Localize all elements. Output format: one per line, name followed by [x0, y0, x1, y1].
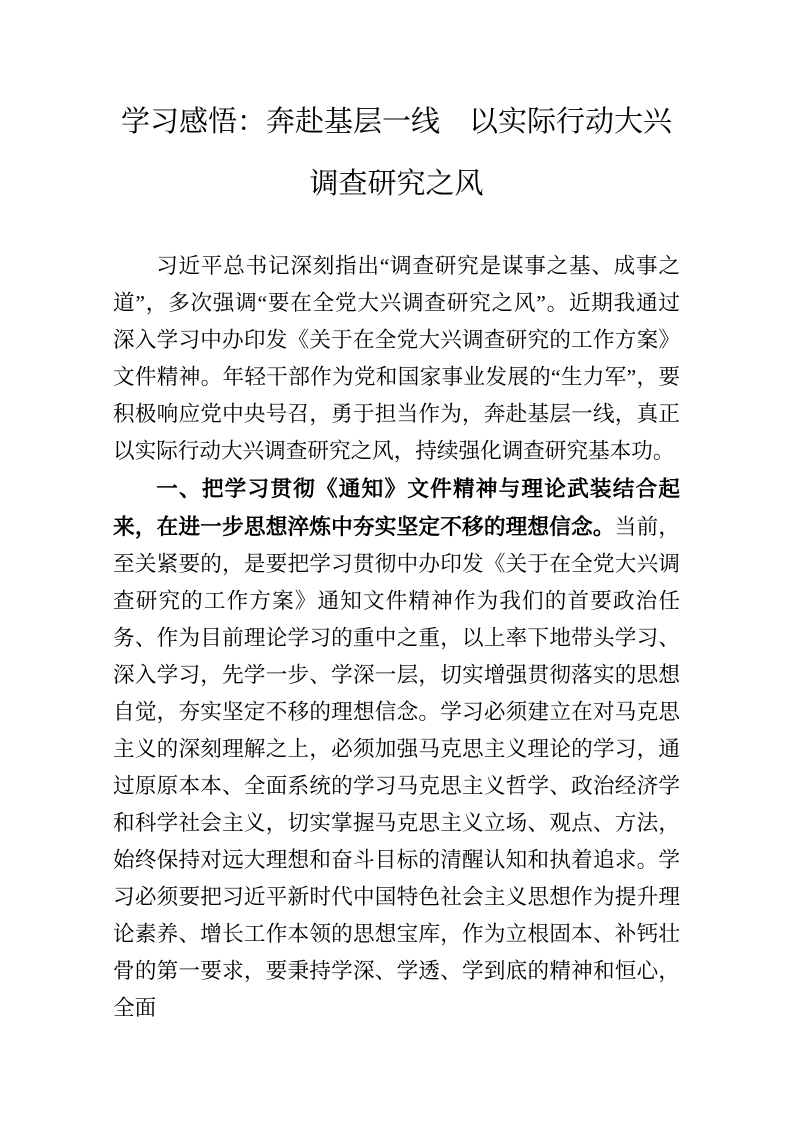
paragraph-section-1	[113, 470, 680, 1027]
section-1-heading: 一、把学习贯彻《通知》文件精神与理论武装结合起来，在进一步思想淬炼中夯实坚定不移的理想信念。	[113, 476, 680, 539]
document-title: 学习感悟：奔赴基层一线 以实际行动大兴调查研究之风	[120, 106, 672, 200]
section-1-body-text: 当前，至关紧要的，是要把学习贯彻中办印发《关于在全党大兴调查研究的工作方案》通知文件精神作为我们的首要政治任务、作为目前理论学习的重中之重，以上率下地带头学习、深入学习，先学一步、学深一层，切实增强贯彻落实的思想自觉，夯实坚定不移的理想信念。学习必须建立在对马克思主义的深刻理解之上，必须加强马克思主义理论的学习，通过原原本本、全面系统的学习马克思主义哲学、政治经济学和科学社会主义，切实掌握马克思主义立场、观点、方法，始终保持对远大理想和奋斗目标的清醒认知和执着追求。学习必须要把习近平新时代中国特色社会主义思想作为提升理论素养、增长工作本领的思想宝库，作为立根固本、补钙壮骨的第一要求，要秉持学深、学透、学到底的精神和恒心，全面	[113, 515, 680, 1020]
paragraph-intro: 习近平总书记深刻指出“调查研究是谋事之基、成事之道”，多次强调“要在全党大兴调查研究之风”。近期我通过深入学习中办印发《关于在全党大兴调查研究的工作方案》文件精神。年轻干部作为党和国家事业发展的“生力军”，要积极响应党中央号召，勇于担当作为，奔赴基层一线，真正以实际行动大兴调查研究之风，持续强化调查研究基本功。	[113, 254, 680, 463]
